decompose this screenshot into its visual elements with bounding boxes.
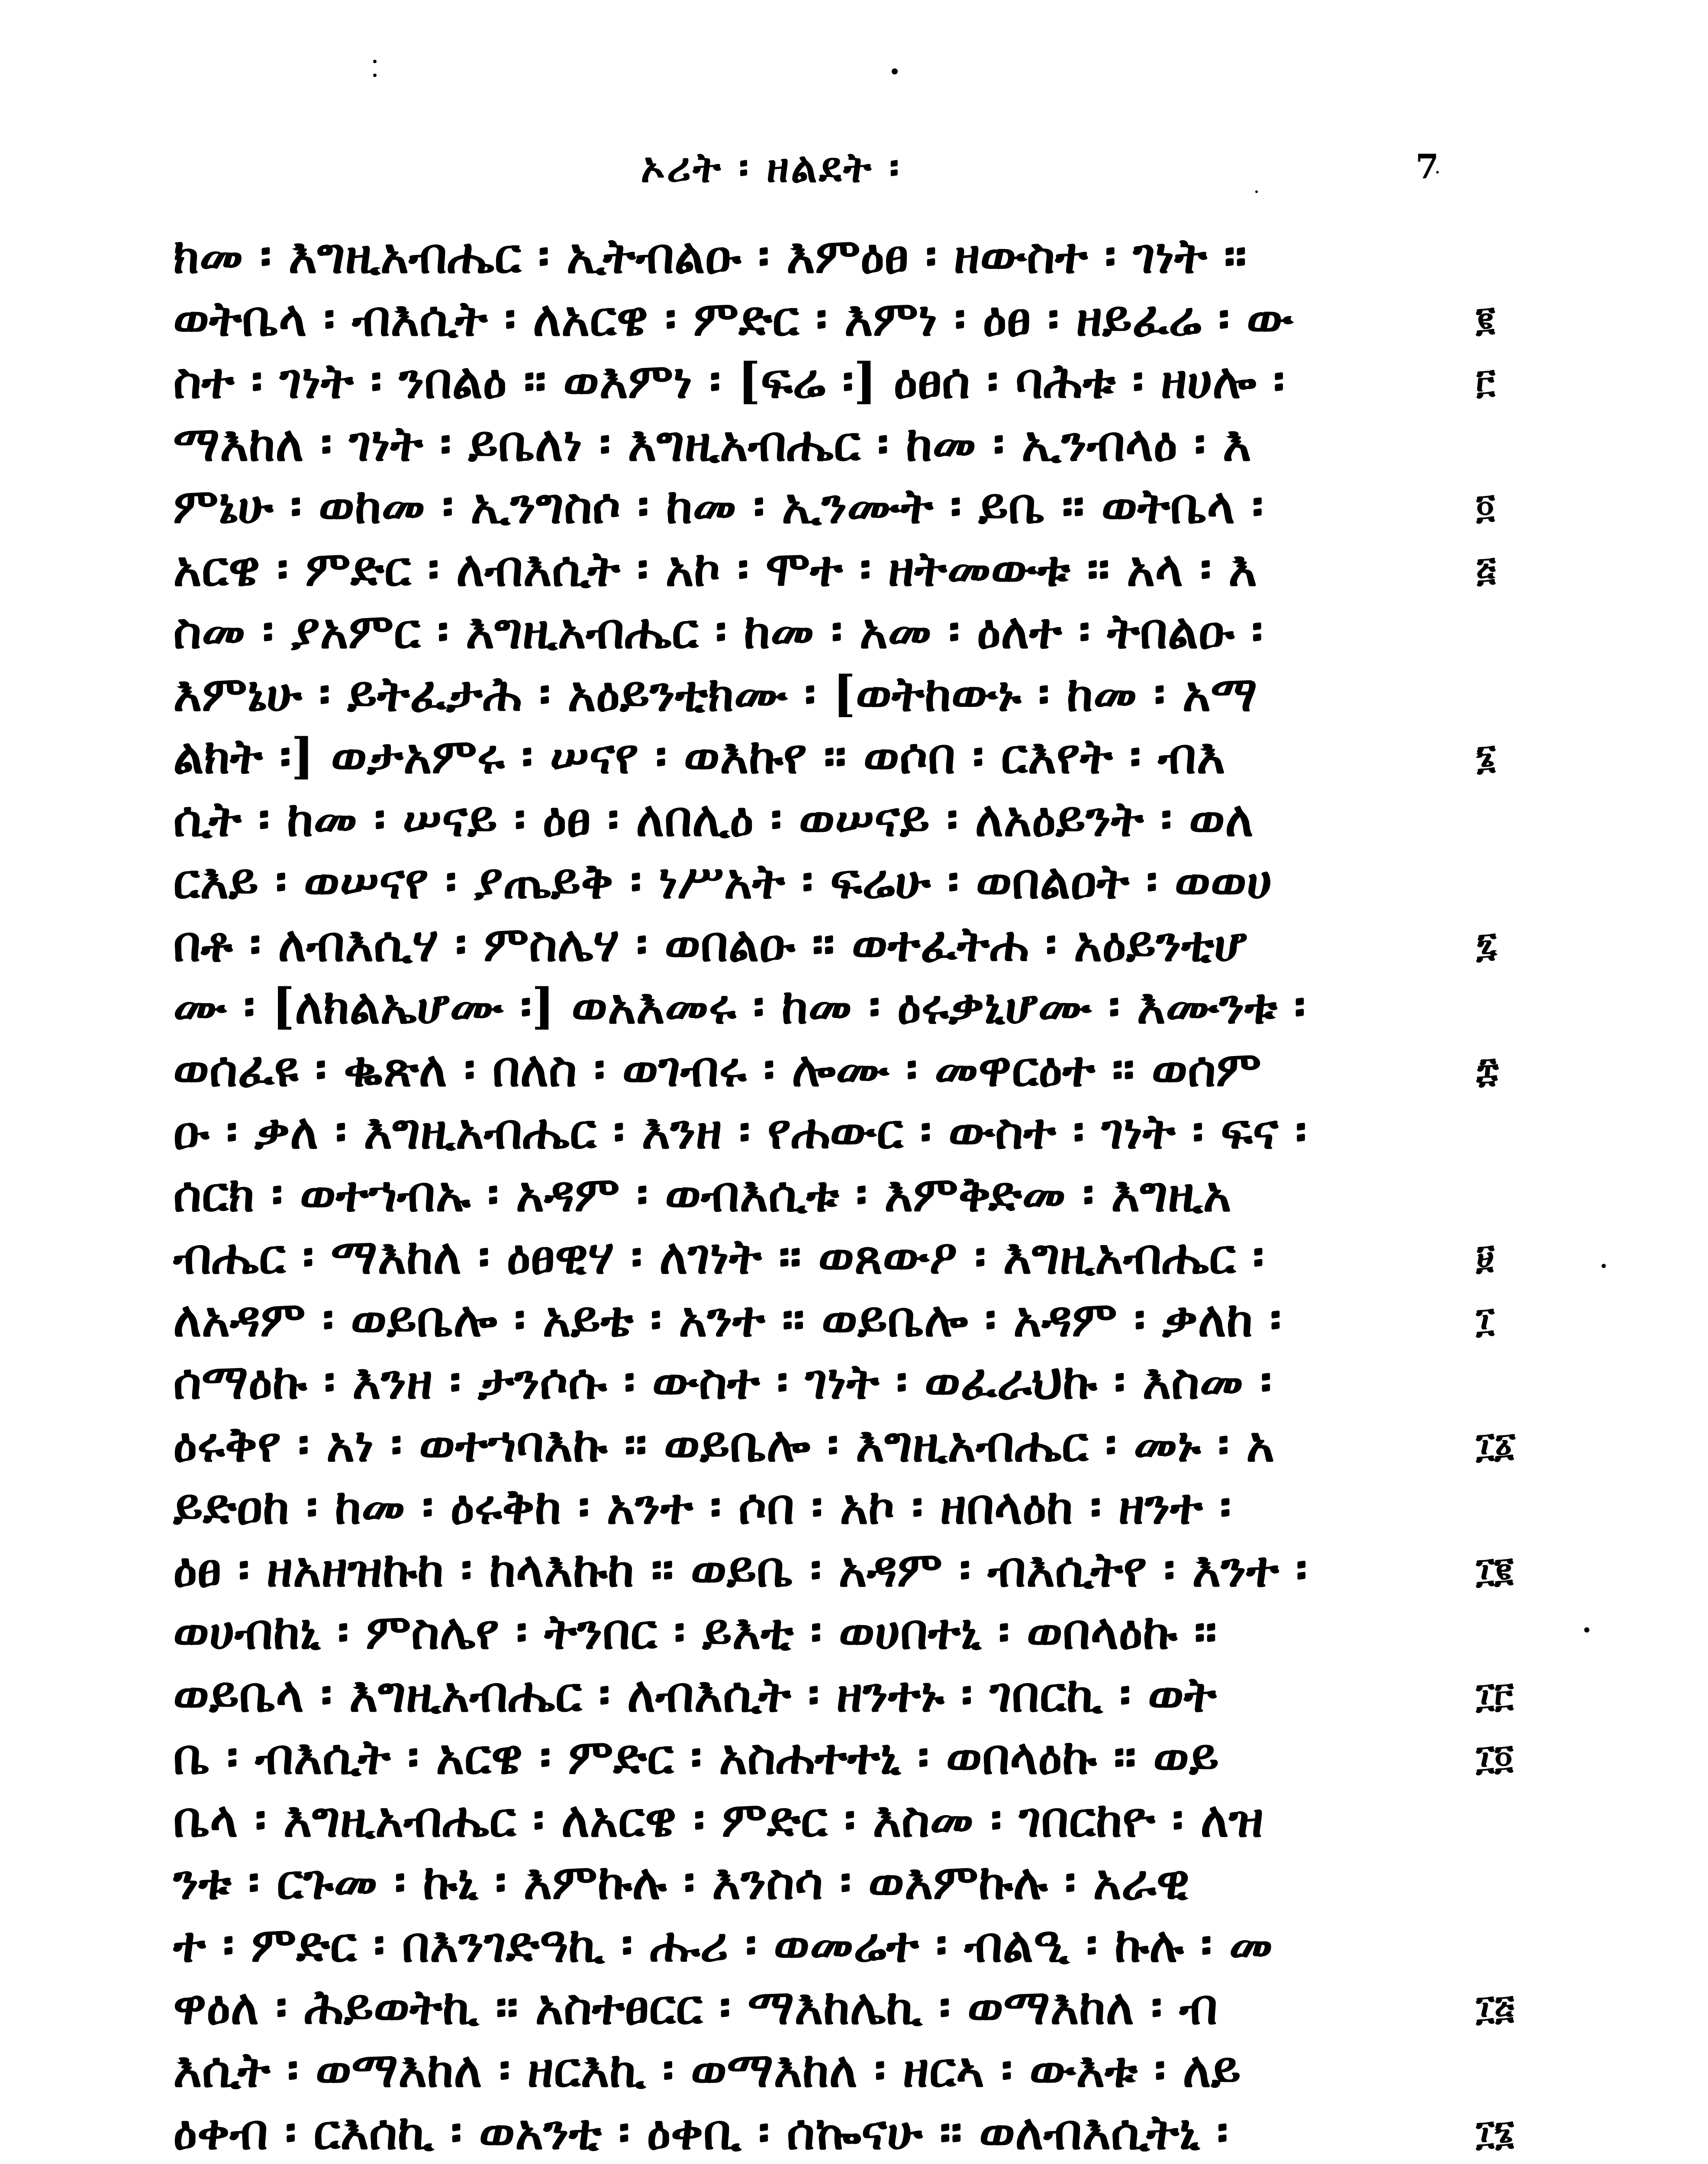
scan-speck	[1602, 1264, 1606, 1268]
text-line: አርዌ ፡ ምድር ፡ ለብእሲት ፡ አኮ ፡ ሞተ ፡ ዘትመውቱ ። አላ ፡ እ	[173, 540, 1257, 597]
text-line: ዕቀብ ፡ ርእሰኪ ፡ ወአንቲ ፡ ዕቀቢ ፡ ሰኰናሁ ። ወለብእሲትኒ ፡	[173, 2104, 1228, 2161]
text-line: ስተ ፡ ገነት ፡ ንበልዕ ። ወእምነ ፡ [ፍሬ ፡] ዕፀሰ ፡ ባሕቱ ፡ ዘሀሎ ፡	[173, 353, 1285, 409]
verse-number: ፲፭	[1476, 1987, 1515, 2028]
scan-speck	[373, 74, 377, 77]
verse-number: ፲፮	[1476, 2112, 1515, 2153]
text-line: ዑ ፡ ቃለ ፡ እግዚአብሔር ፡ እንዘ ፡ የሐውር ፡ ውስተ ፡ ገነት ፡ ፍና ፡	[173, 1103, 1307, 1160]
text-line: ሰርክ ፡ ወተኀብኡ ፡ አዳም ፡ ወብእሲቱ ፡ እምቅድመ ፡ እግዚአ	[173, 1166, 1231, 1223]
text-line: ሙ ፡ [ለክልኤሆሙ ፡] ወአእመሩ ፡ ከመ ፡ ዕሩቃኒሆሙ ፡ እሙንቱ ፡	[173, 978, 1306, 1035]
text-line: ምኔሁ ፡ ወከመ ፡ ኢንግስሶ ፡ ከመ ፡ ኢንሙት ፡ ይቤ ። ወትቤላ ፡	[173, 478, 1263, 535]
body-text	[173, 225, 1472, 2164]
text-line: ለአዳም ፡ ወይቤሎ ፡ አይቴ ፡ አንተ ። ወይቤሎ ፡ አዳም ፡ ቃለከ ፡	[173, 1291, 1282, 1348]
text-line: በቶ ፡ ለብእሲሃ ፡ ምስሌሃ ፡ ወበልዑ ። ወተፈትሐ ፡ አዕይንቲሆ	[173, 915, 1247, 973]
verse-number: ፲	[1476, 1299, 1495, 1340]
verse-number: ፱	[1476, 1237, 1495, 1277]
verse-number: ፬	[1476, 486, 1495, 527]
text-line: ዋዕለ ፡ ሕይወትኪ ። አስተፀርር ፡ ማእከሌኪ ፡ ወማእከለ ፡ ብ	[173, 1979, 1218, 2035]
scan-speck	[373, 60, 377, 63]
verse-number: ፲፪	[1476, 1549, 1514, 1590]
scan-speck	[892, 68, 898, 74]
text-line: ክመ ፡ እግዚአብሔር ፡ ኢትብልዑ ፡ እምዕፀ ፡ ዘውስተ ፡ ገነት ።	[173, 228, 1247, 284]
text-line: ተ ፡ ምድር ፡ በእንገድዓኪ ፡ ሑሪ ፡ ወመሬተ ፡ ብልዒ ፡ ኩሉ ፡ መ	[173, 1916, 1273, 1973]
text-line: ርእይ ፡ ወሠናየ ፡ ያጤይቅ ፡ ነሥአት ፡ ፍሬሁ ፡ ወበልዐት ፡ ወወሀ	[173, 853, 1272, 910]
verse-number: ፪	[1476, 298, 1495, 339]
text-line: ወትቤላ ፡ ብእሲት ፡ ለአርዌ ፡ ምድር ፡ እምነ ፡ ዕፀ ፡ ዘይፈሬ ፡ ው	[173, 290, 1293, 347]
text-line: ወሰፈዩ ፡ ቈጽለ ፡ በለስ ፡ ወገብሩ ፡ ሎሙ ፡ መዋርዕተ ። ወሰም	[173, 1040, 1262, 1098]
text-line: ቤ ፡ ብእሲት ፡ አርዌ ፡ ምድር ፡ አስሐተተኒ ፡ ወበላዕኩ ። ወይ	[173, 1729, 1219, 1785]
verse-number: ፲፫	[1476, 1674, 1514, 1715]
scan-speck	[1584, 1627, 1589, 1633]
text-line: እሲት ፡ ወማእከለ ፡ ዘርእኪ ፡ ወማእከለ ፡ ዘርኣ ፡ ውእቱ ፡ ለይ	[173, 2041, 1241, 2098]
text-line: ሲት ፡ ከመ ፡ ሠናይ ፡ ዕፀ ፡ ለበሊዕ ፡ ወሠናይ ፡ ለአዕይንት ፡ ወለ	[173, 790, 1254, 847]
verse-number: ፭	[1476, 548, 1496, 589]
text-line: ብሔር ፡ ማእከለ ፡ ዕፀዊሃ ፡ ለገነት ። ወጸውዖ ፡ እግዚአብሔር ፡	[173, 1228, 1264, 1285]
verse-number: ፮	[1476, 736, 1496, 777]
verse-number: ፯	[1476, 924, 1497, 965]
text-line: ቤላ ፡ እግዚአብሔር ፡ ለአርዌ ፡ ምድር ፡ እስመ ፡ ገበርከዮ ፡ ለዝ	[173, 1791, 1264, 1848]
text-line: ወሀብከኒ ፡ ምስሌየ ፡ ትንበር ፡ ይእቲ ፡ ወሀበተኒ ፡ ወበላዕኩ ።	[173, 1604, 1217, 1660]
verse-number: ፰	[1476, 1049, 1499, 1090]
running-header-title: ኦሪት ፡ ዘልደት ፡	[641, 143, 901, 192]
text-line: ወይቤላ ፡ እግዚአብሔር ፡ ለብእሲት ፡ ዘንተኑ ፡ ገበርኪ ፡ ወት	[173, 1666, 1217, 1723]
text-line: እምኔሁ ፡ ይትፈታሕ ፡ አዕይንቲክሙ ፡ [ወትከውኑ ፡ ከመ ፡ አማ	[173, 665, 1257, 722]
verse-number: ፲፬	[1476, 1737, 1514, 1778]
text-line: ማእከለ ፡ ገነት ፡ ይቤለነ ፡ እግዚአብሔር ፡ ከመ ፡ ኢንብላዕ ፡ እ	[173, 415, 1251, 472]
text-line: ሰማዕኩ ፡ እንዘ ፡ ታንሶሱ ፡ ውስተ ፡ ገነት ፡ ወፈራህኩ ፡ እስመ ፡	[173, 1353, 1272, 1410]
verse-number: ፫	[1476, 361, 1495, 402]
scan-speck	[1255, 190, 1258, 193]
page-number: 7	[1415, 147, 1439, 187]
text-line: ንቱ ፡ ርጉመ ፡ ኩኒ ፡ እምኩሉ ፡ እንስሳ ፡ ወእምኩሉ ፡ አራዊ	[173, 1854, 1190, 1910]
text-line: ይድዐከ ፡ ከመ ፡ ዕሩቅከ ፡ አንተ ፡ ሶበ ፡ አኮ ፡ ዘበላዕከ ፡ ዘንተ ፡	[173, 1478, 1231, 1535]
text-line: ዕሩቅየ ፡ አነ ፡ ወተኀባእኩ ። ወይቤሎ ፡ እግዚአብሔር ፡ መኑ ፡ አ	[173, 1416, 1275, 1473]
verse-number: ፲፩	[1476, 1424, 1516, 1465]
text-line: ልክት ፡] ወታአምሩ ፡ ሠናየ ፡ ወእኩየ ። ወሶበ ፡ ርእየት ፡ ብእ	[173, 728, 1225, 785]
text-line: ዕፀ ፡ ዘአዘዝኩከ ፡ ከላእኩከ ። ወይቤ ፡ አዳም ፡ ብእሲትየ ፡ እንተ ፡	[173, 1541, 1308, 1598]
text-line: ስመ ፡ ያአምር ፡ እግዚአብሔር ፡ ከመ ፡ አመ ፡ ዕለተ ፡ ትበልዑ ፡	[173, 603, 1263, 660]
